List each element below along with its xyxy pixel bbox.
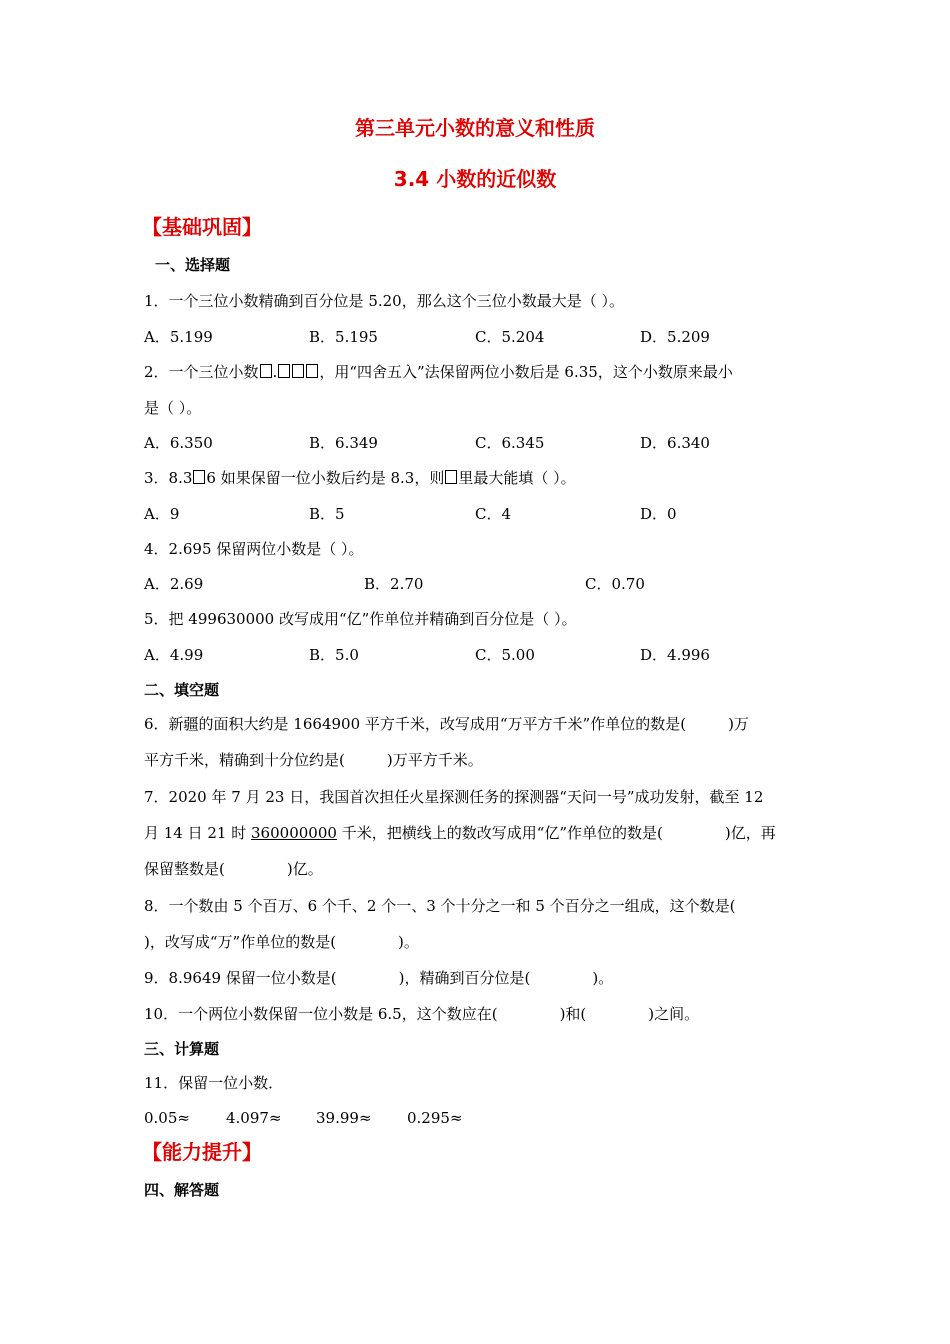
question-7: 7．2020 年 7 月 23 日，我国首次担任火星探测任务的探测器“天问一号”成功发射，截至 12 [144,788,764,806]
question-11: 11．保留一位小数． [144,1074,284,1092]
q3-text-b: 6 如果保留一位小数后约是 8.3，则 [206,469,445,487]
question-5: 5．把 499630000 改写成用“亿”作单位并精确到百分位是（ ）。 [144,610,577,628]
q1-option-a: A．5.199 [144,328,213,346]
q3-option-d: D．0 [640,505,677,523]
q5-option-d: D．4.996 [640,646,710,664]
q10-text-a: 10．一个两位小数保留一位小数是 6.5，这个数应在( [144,1005,498,1023]
question-6 [144,714,749,734]
q6-text-d: )万平方千米。 [386,751,483,769]
q9-text-a: 9．8.9649 保留一位小数是( [144,969,337,987]
q4-option-a: A．2.69 [144,575,204,593]
q11-item-2: 4.097≈ [226,1109,282,1127]
q2-option-b: B．6.349 [309,434,378,452]
q2-text-end: ，用“四舍五入”法保留两位小数后是 6.35，这个小数原来最小 [319,363,733,381]
blank-box-icon [260,364,272,378]
q6-text-a: 6．新疆的面积大约是 1664900 平方千米，改写成用“万平方千米”作单位的数是( [144,715,687,733]
q11-item-3: 39.99≈ [316,1109,372,1127]
q5-option-c: C．5.00 [475,646,535,664]
document-title: 第三单元小数的意义和性质 [355,116,595,140]
q7-text-f: )亿。 [286,860,323,878]
document-subtitle: 3.4 小数的近似数 [393,167,557,191]
section-basic: 【基础巩固】 [142,215,262,239]
q10-text-b: )和( [559,1005,587,1023]
q11-item-1: 0.05≈ [144,1109,190,1127]
question-8: 8．一个数由 5 个百万、6 个千、2 个一、3 个十分之一和 5 个百分之一组成，这个数是( [144,897,736,915]
question-4: 4．2.695 保留两位小数是（ ）。 [144,540,364,558]
heading-answer: 四、解答题 [144,1181,220,1199]
q1-option-d: D．5.209 [640,328,710,346]
section-ability: 【能力提升】 [142,1140,262,1164]
q7-underlined-number: 360000000 [251,824,337,842]
q5-option-b: B．5.0 [309,646,359,664]
question-1: 1．一个三位小数精确到百分位是 5.20，那么这个三位小数最大是（ ）。 [144,292,624,310]
q8-text-c: )。 [398,933,419,951]
q2-option-c: C．6.345 [475,434,545,452]
heading-calculation: 三、计算题 [144,1040,220,1058]
blank-box-icon [445,470,457,484]
question-3 [144,468,576,488]
q8-text-b: )，改写成“万”作单位的数是( [144,933,337,951]
question-9 [144,968,613,988]
q7-text-b: 月 14 日 21 时 [144,824,252,842]
question-7-line2 [144,823,776,843]
question-8-line2 [144,932,419,952]
q11-item-4: 0.295≈ [407,1109,463,1127]
q7-text-d: )亿，再 [724,824,776,842]
q9-text-c: )。 [592,969,614,987]
q3-text-c: 里最大能填（ ）。 [458,469,576,487]
heading-fill-blank: 二、填空题 [144,681,220,699]
question-2: 2．一个三位小数 . ，用“四舍五入”法保留两位小数后是 6.35，这个小数原来最小 [144,363,733,381]
q6-text-c: 平方千米，精确到十分位约是( [144,751,345,769]
q1-option-c: C．5.204 [475,328,545,346]
blank-box-icon [278,364,290,378]
q4-option-c: C．0.70 [585,575,645,593]
q6-text-b: )万 [728,715,749,733]
q3-text-a: 3．8.3 [144,469,193,487]
heading-choice: 一、选择题 [155,256,231,274]
q7-text-e: 保留整数是( [144,860,225,878]
question-6-line2 [144,750,483,770]
q1-option-b: B．5.195 [309,328,378,346]
q4-option-b: B．2.70 [364,575,424,593]
q10-text-c: )之间。 [648,1005,700,1023]
question-2-line2: 是（ ）。 [144,399,202,417]
blank-box-icon [292,364,304,378]
q2-text-start: 2．一个三位小数 [144,363,259,381]
q5-option-a: A．4.99 [144,646,204,664]
q3-option-a: A．9 [144,505,180,523]
q3-option-b: B．5 [309,505,345,523]
blank-box-icon [306,364,318,378]
question-7-line3 [144,859,323,879]
q9-text-b: )，精确到百分位是( [398,969,531,987]
q2-option-d: D．6.340 [640,434,710,452]
q7-text-c: 千米，把横线上的数改写成用“亿”作单位的数是( [336,824,663,842]
q2-option-a: A．6.350 [144,434,213,452]
blank-box-icon [193,470,205,484]
question-10 [144,1004,699,1024]
q3-option-c: C．4 [475,505,512,523]
